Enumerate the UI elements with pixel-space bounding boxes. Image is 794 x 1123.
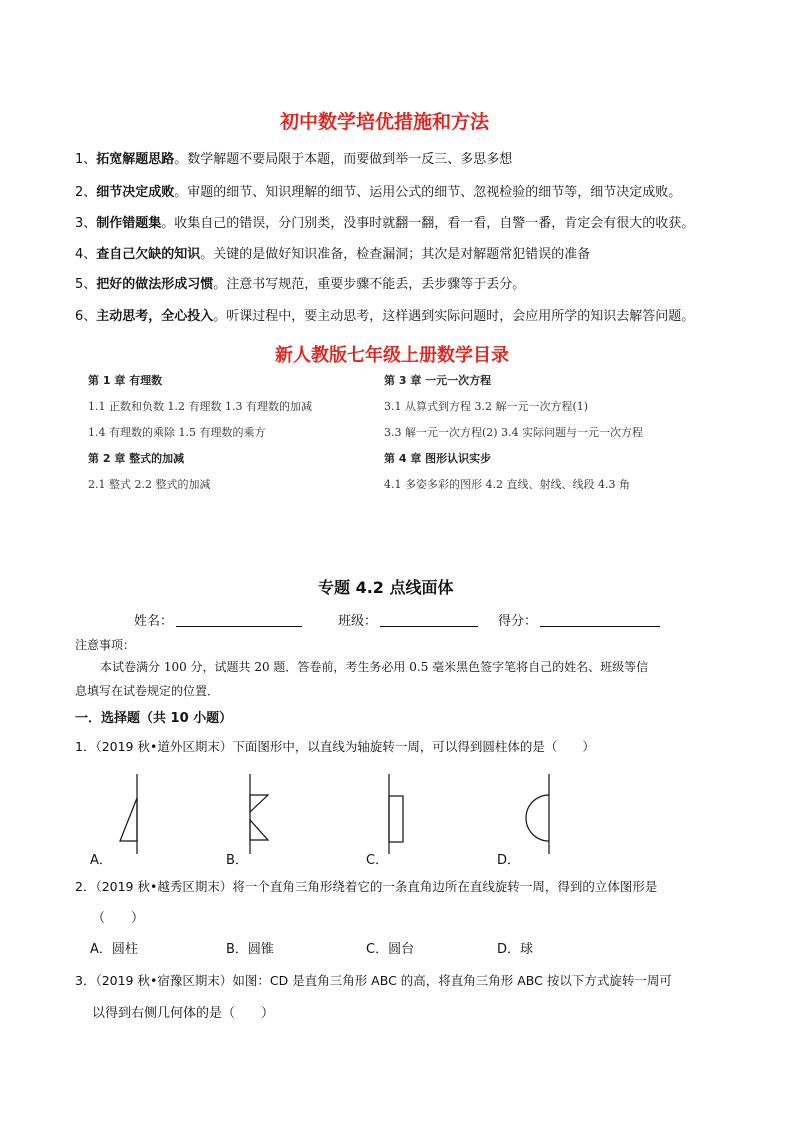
- tip-item: 4、查自己欠缺的知识。关键的是做好知识准备，检查漏洞；其次是对解题常犯错误的准备: [75, 247, 591, 262]
- figure-a-triangle: [120, 774, 137, 854]
- q2-option-a[interactable]: A．圆柱: [90, 942, 138, 957]
- score-field[interactable]: [540, 626, 660, 627]
- q2-option-d[interactable]: D．球: [497, 942, 534, 957]
- figure-c-rectangle: [389, 774, 403, 854]
- q1-option-d[interactable]: D．: [497, 853, 521, 868]
- figure-d-semicircle: [526, 774, 549, 854]
- question-3-cont: 以得到右侧几何体的是（ ）: [92, 1006, 275, 1021]
- figure-b-bowtie: [250, 774, 268, 854]
- q1-option-a[interactable]: A．: [90, 853, 112, 868]
- tip-heading: 主动思考，全心投入: [96, 309, 214, 324]
- question-2: 2．（2019 秋•越秀区期末）将一个直角三角形绕着它的一条直角边所在直线旋转一周，得到的立体图形是: [75, 879, 658, 894]
- score-label: 得分：: [498, 614, 538, 629]
- page-title: 初中数学培优措施和方法: [280, 111, 490, 133]
- tip-heading: 查自己欠缺的知识: [96, 247, 201, 262]
- toc-chapter: 第 2 章 整式的加减: [88, 452, 185, 465]
- notice-label: 注意事项：: [75, 638, 136, 652]
- toc-title: 新人教版七年级上册数学目录: [275, 345, 509, 366]
- q1-option-b[interactable]: B．: [226, 853, 248, 868]
- name-field[interactable]: [176, 626, 302, 627]
- toc-line: 4.1 多姿多彩的图形 4.2 直线、射线、线段 4.3 角: [384, 478, 630, 491]
- section-heading: 一．选择题（共 10 小题）: [75, 711, 233, 726]
- class-field[interactable]: [380, 626, 478, 627]
- question-1: 1．（2019 秋•道外区期末）下面图形中，以直线为轴旋转一周，可以得到圆柱体的是（ ）: [75, 739, 595, 754]
- q2-option-b[interactable]: B．圆锥: [226, 942, 274, 957]
- notice-text: 本试卷满分 100 分，试题共 20 题．答卷前，考生务必用 0.5 毫米黑色签字笔将自己的姓名、班级等信: [100, 660, 649, 674]
- toc-line: 2.1 整式 2.2 整式的加减: [88, 478, 211, 491]
- toc-chapter: 第 4 章 图形认识实步: [384, 452, 492, 465]
- tip-item: 6、主动思考，全心投入。听课过程中，要主动思考，这样遇到实际问题时，会应用所学的知识去解答问题。: [75, 309, 695, 324]
- tip-heading: 拓宽解题思路: [96, 152, 175, 167]
- toc-line: 1.4 有理数的乘除 1.5 有理数的乘方: [88, 426, 266, 439]
- q1-option-c[interactable]: C．: [366, 853, 389, 868]
- name-label: 姓名：: [134, 614, 174, 629]
- toc-line: 1.1 正数和负数 1.2 有理数 1.3 有理数的加减: [88, 400, 312, 413]
- tip-heading: 制作错题集: [96, 216, 162, 231]
- tip-item: 1、拓宽解题思路。数学解题不要局限于本题，而要做到举一反三、多思多想: [75, 152, 513, 167]
- tip-heading: 把好的做法形成习惯: [96, 277, 214, 292]
- toc-line: 3.1 从算式到方程 3.2 解一元一次方程(1): [384, 400, 589, 413]
- toc-line: 3.3 解一元一次方程(2) 3.4 实际问题与一元一次方程: [384, 426, 644, 439]
- tip-item: 5、把好的做法形成习惯。注意书写规范，重要步骤不能丢，丢步骤等于丢分。: [75, 277, 526, 292]
- question-3: 3．（2019 秋•宿豫区期末）如图：CD 是直角三角形 ABC 的高，将直角三角形 ABC 按以下方式旋转一周可: [75, 973, 672, 988]
- question-2-cont: （ ）: [92, 911, 145, 926]
- tip-heading: 细节决定成败: [96, 185, 175, 200]
- q2-option-c[interactable]: C．圆台: [366, 942, 415, 957]
- q1-figures: [0, 770, 794, 890]
- tip-item: 2、细节决定成败。审题的细节、知识理解的细节、运用公式的细节、忽视检验的细节等，细节决定成败。: [75, 185, 682, 200]
- tip-item: 3、制作错题集。收集自己的错误，分门别类，没事时就翻一翻，看一看，自警一番，肯定会有很大的收获。: [75, 216, 695, 231]
- toc-chapter: 第 1 章 有理数: [88, 374, 163, 387]
- exam-title: 专题 4.2 点线面体: [318, 578, 454, 597]
- notice-text: 息填写在试卷规定的位置．: [75, 684, 220, 698]
- toc-chapter: 第 3 章 一元一次方程: [384, 374, 492, 387]
- class-label: 班级：: [338, 614, 378, 629]
